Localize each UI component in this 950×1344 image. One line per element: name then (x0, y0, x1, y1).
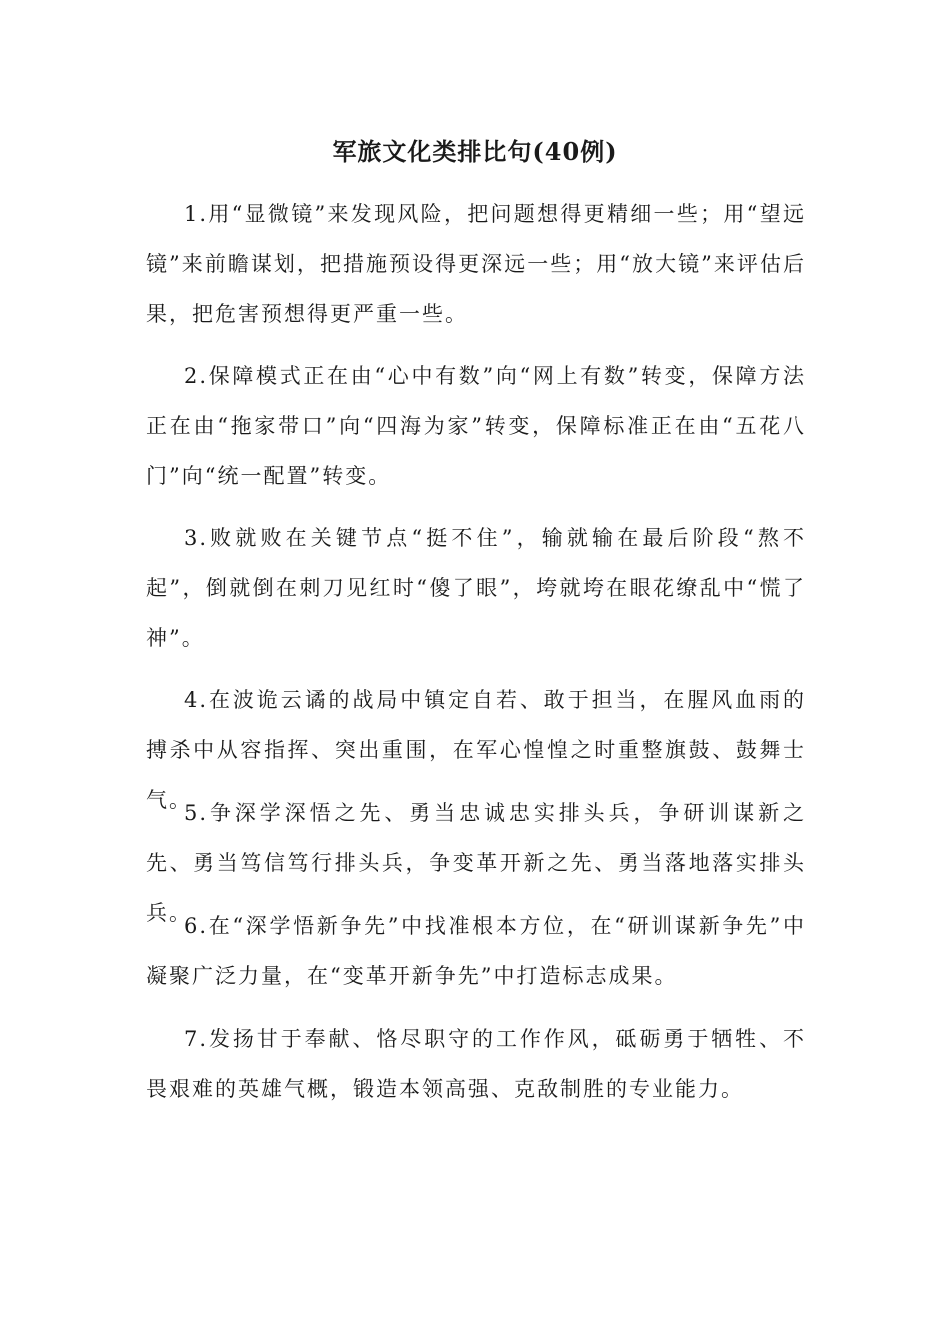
paragraph-2: 2.保障模式正在由“心中有数”向“网上有数”转变，保障方法正在由“拖家带口”向“四海为家”转变，保障标准正在由“五花八门”向“统一配置”转变。 (146, 364, 806, 488)
paragraph-6: 6.在“深学悟新争先”中找准根本方位，在“研训谋新争先”中凝聚广泛力量，在“变革开新争先”中打造标志成果。 (146, 914, 806, 988)
paragraph-4: 4.在波诡云谲的战局中镇定自若、敢于担当，在腥风血雨的搏杀中从容指挥、突出重围，在军心惶惶之时重整旗鼓、鼓舞士气。 (146, 688, 806, 812)
document-title: 军旅文化类排比句(40例) (332, 137, 618, 166)
paragraph-7: 7.发扬甘于奉献、恪尽职守的工作作风，砥砺勇于牺牲、不畏艰难的英雄气概，锻造本领高强、克敌制胜的专业能力。 (146, 1027, 806, 1101)
paragraph-5: 5.争深学深悟之先、勇当忠诚忠实排头兵，争研训谋新之先、勇当笃信笃行排头兵，争变革开新之先、勇当落地落实排头兵。 (146, 801, 806, 925)
paragraph-1: 1.用“显微镜”来发现风险，把问题想得更精细一些；用“望远镜”来前瞻谋划，把措施预设得更深远一些；用“放大镜”来评估后果，把危害预想得更严重一些。 (146, 202, 806, 326)
paragraph-3: 3.败就败在关键节点“挺不住”，输就输在最后阶段“熬不起”，倒就倒在刺刀见红时“傻了眼”，垮就垮在眼花缭乱中“慌了神”。 (146, 526, 806, 650)
